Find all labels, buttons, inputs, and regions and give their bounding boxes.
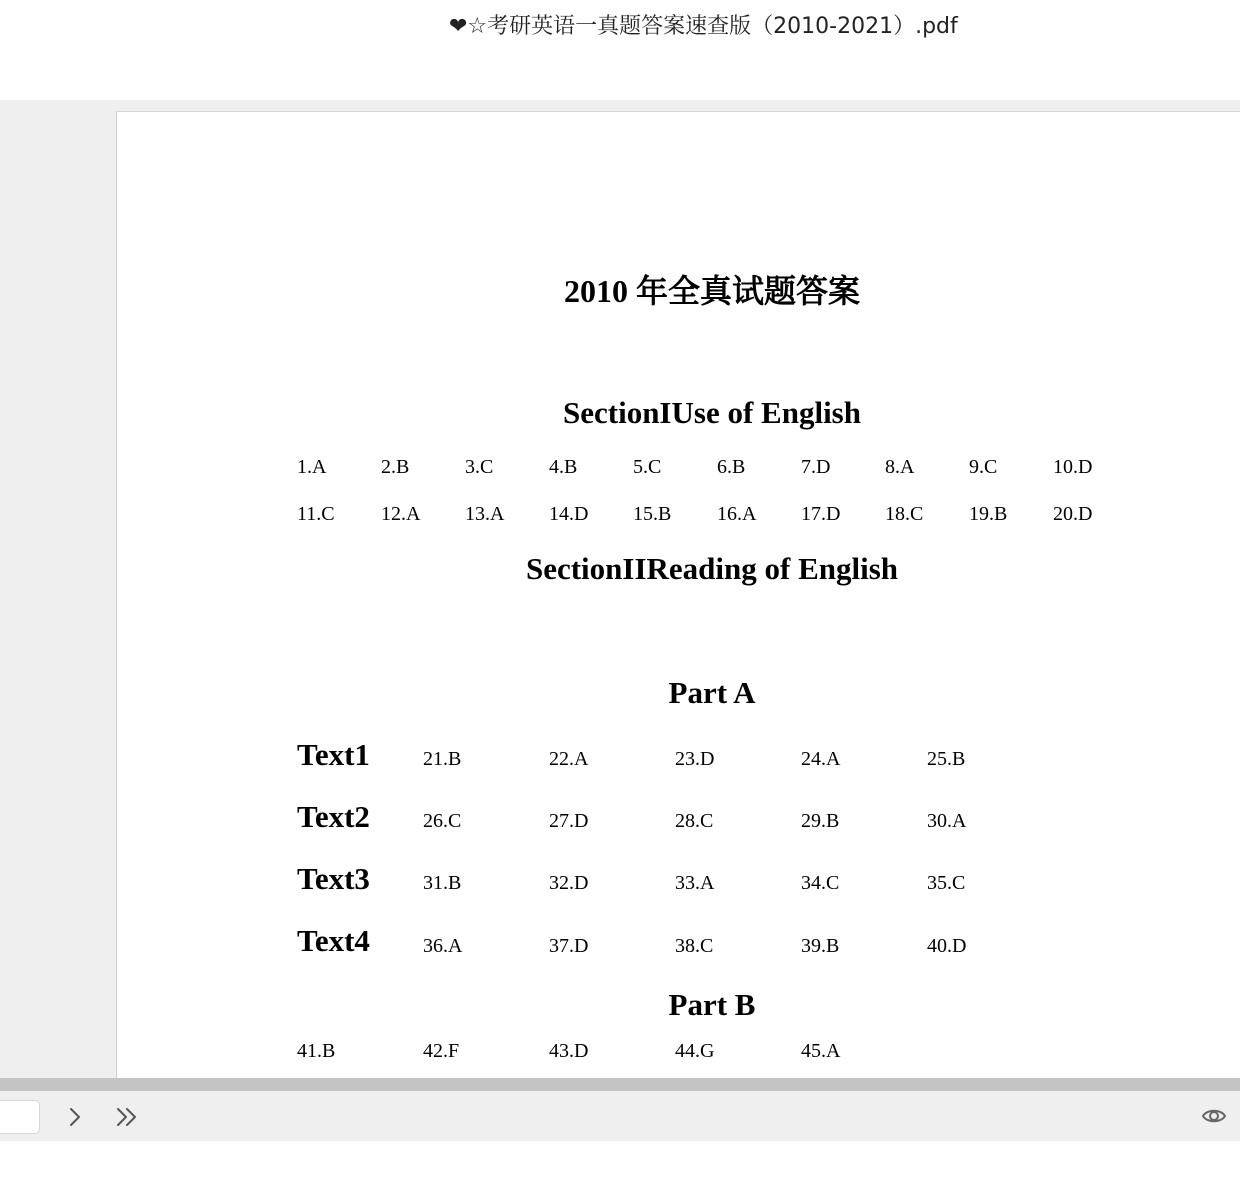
answer: 40.D (927, 935, 967, 957)
answer: 28.C (675, 810, 714, 832)
part-b-heading: Part B (668, 987, 756, 1022)
answer: 22.A (549, 748, 589, 770)
answer: 42.F (423, 1040, 460, 1062)
answer: 43.D (549, 1040, 589, 1062)
text-label: Text2 (297, 799, 370, 834)
horizontal-scrollbar[interactable] (0, 1078, 1240, 1091)
answer: 14.D (549, 503, 589, 525)
answer: 38.C (675, 935, 714, 957)
answer: 23.D (675, 748, 715, 770)
answer: 27.D (549, 810, 589, 832)
answer: 37.D (549, 935, 589, 957)
answer: 11.C (297, 503, 335, 525)
section2-heading: SectionIIReading of English (525, 551, 899, 586)
text-label: Text3 (297, 861, 370, 896)
answer: 33.A (675, 872, 715, 894)
answer: 4.B (549, 456, 578, 478)
section1-heading: SectionIUse of English (563, 395, 861, 430)
answer: 7.D (801, 456, 831, 478)
answer: 31.B (423, 872, 462, 894)
pdf-page (116, 111, 1240, 1078)
answer: 21.B (423, 748, 462, 770)
page-title: 2010 年全真试题答案 (563, 273, 860, 309)
answer: 12.A (381, 503, 421, 525)
answer: 6.B (717, 456, 746, 478)
answer: 41.B (297, 1040, 336, 1062)
answer: 25.B (927, 748, 966, 770)
part-a-heading: Part A (668, 675, 756, 710)
answer: 16.A (717, 503, 757, 525)
answer: 13.A (465, 503, 505, 525)
window-title: ❤︎☆考研英语一真题答案速查版（2010-2021）.pdf (449, 14, 958, 39)
next-page-button[interactable] (60, 1101, 90, 1133)
title-bar (0, 0, 1240, 100)
double-chevron-right-icon (114, 1106, 140, 1128)
answer: 24.A (801, 748, 841, 770)
answer: 17.D (801, 503, 841, 525)
answer: 19.B (969, 503, 1008, 525)
last-page-button[interactable] (112, 1101, 142, 1133)
answer: 35.C (927, 872, 966, 894)
pdf-viewer[interactable] (0, 100, 1240, 1078)
bottom-toolbar (0, 1091, 1240, 1141)
answer: 29.B (801, 810, 840, 832)
answer: 44.G (675, 1040, 715, 1062)
text-label: Text1 (297, 737, 370, 772)
page-number-input[interactable] (0, 1100, 40, 1134)
answer: 8.A (885, 456, 915, 478)
answer: 45.A (801, 1040, 841, 1062)
view-mode-button[interactable] (1200, 1103, 1230, 1131)
answer: 1.A (297, 456, 327, 478)
answer: 26.C (423, 810, 462, 832)
text-label: Text4 (297, 923, 370, 958)
answer: 5.C (633, 456, 662, 478)
answer: 15.B (633, 503, 672, 525)
answer: 3.C (465, 456, 494, 478)
answer: 2.B (381, 456, 410, 478)
eye-icon (1200, 1103, 1228, 1129)
answer: 10.D (1053, 456, 1093, 478)
chevron-right-icon (67, 1106, 83, 1128)
answer: 20.D (1053, 503, 1093, 525)
answer: 30.A (927, 810, 967, 832)
answer: 18.C (885, 503, 924, 525)
answer: 36.A (423, 935, 463, 957)
answer: 9.C (969, 456, 998, 478)
answer: 34.C (801, 872, 840, 894)
answer: 39.B (801, 935, 840, 957)
answer: 32.D (549, 872, 589, 894)
